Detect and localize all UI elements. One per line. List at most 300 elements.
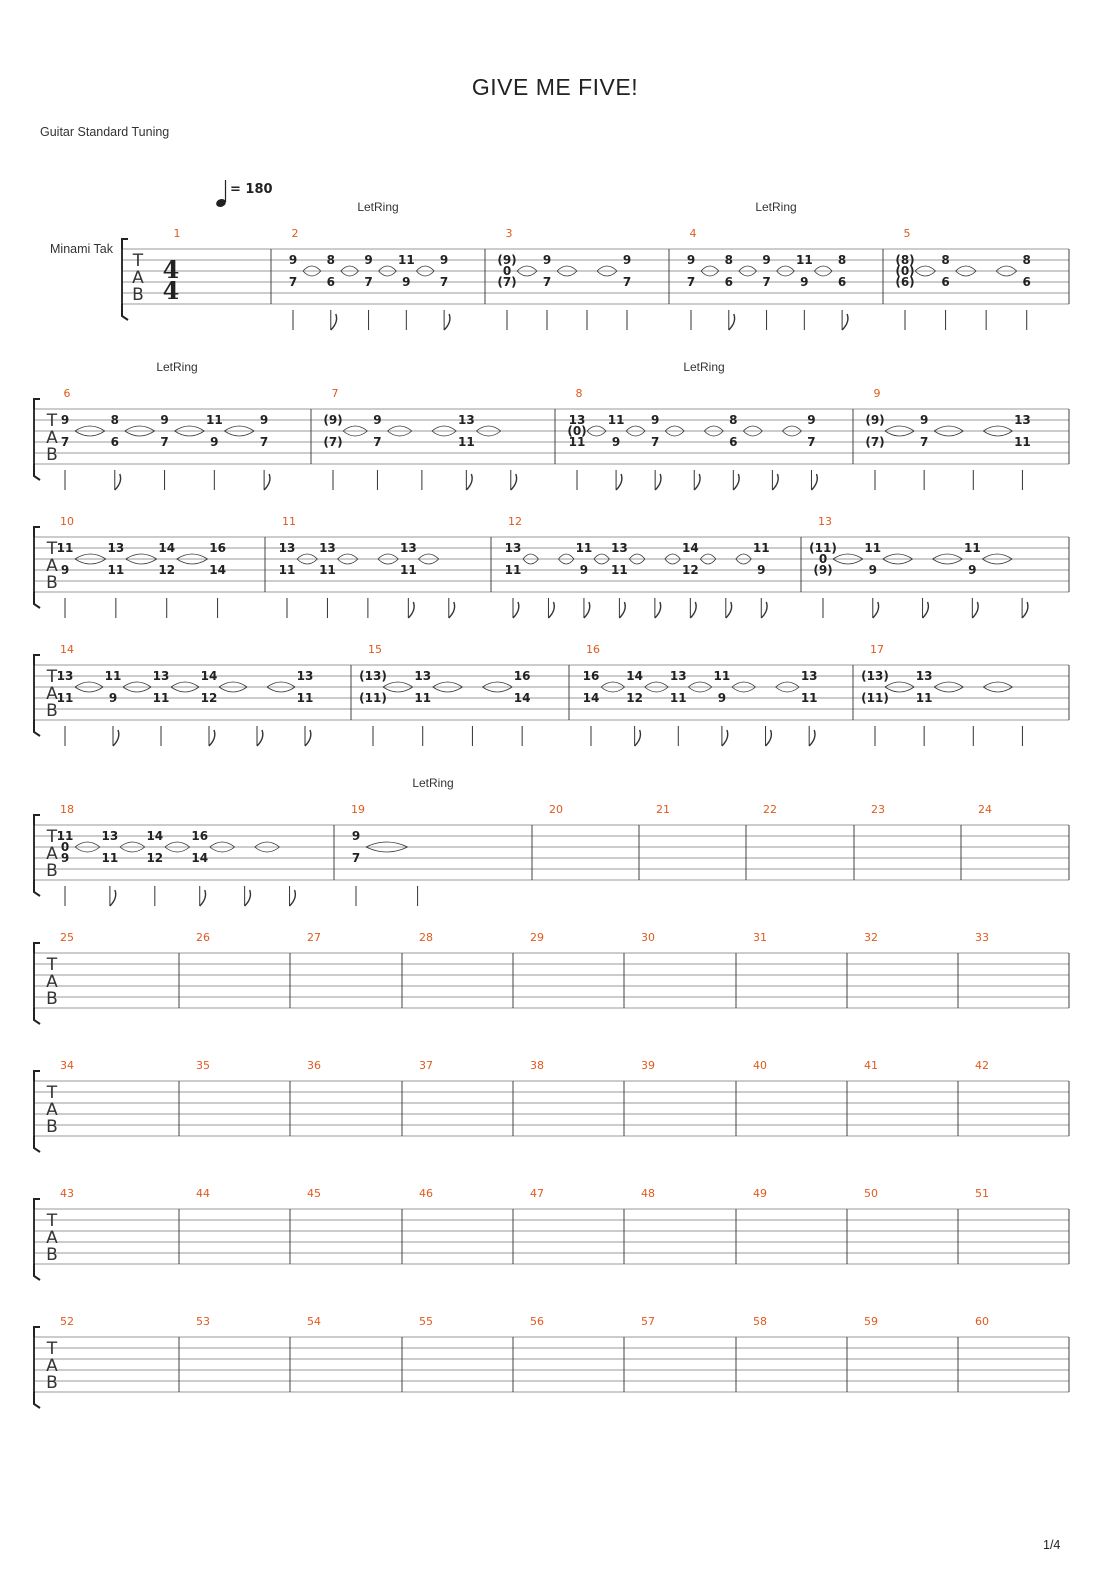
tab-letter: T xyxy=(46,667,58,687)
fret-number-string-2: 13 xyxy=(107,541,125,555)
tab-letter: T xyxy=(46,955,58,975)
tie-curve xyxy=(255,847,280,852)
measure-number: 1 xyxy=(173,227,181,240)
tab-letter: T xyxy=(46,827,58,847)
tie-curve xyxy=(700,559,715,564)
tie-curve xyxy=(75,431,105,436)
tie-curve xyxy=(934,426,963,431)
eighth-flag xyxy=(873,602,879,618)
fret-number-string-4: (7) xyxy=(323,435,343,449)
fret-number-string-4: 7 xyxy=(762,275,771,289)
eighth-flag xyxy=(444,314,450,330)
fret-number-string-4: 9 xyxy=(402,275,411,289)
fret-number-string-2: 13 xyxy=(611,541,628,555)
fret-number-string-4: 12 xyxy=(158,563,176,577)
fret-number-string-2: 13 xyxy=(319,541,336,555)
eighth-flag xyxy=(245,890,251,906)
tie-curve xyxy=(165,842,190,847)
fret-number-string-2: 9 xyxy=(364,253,373,267)
fret-number-string-4: 6 xyxy=(110,435,119,449)
fret-number-string-4: 7 xyxy=(364,275,373,289)
song-title: GIVE ME FIVE! xyxy=(471,74,639,100)
tie-curve xyxy=(171,687,199,692)
eighth-flag xyxy=(305,730,311,746)
fret-number-string-4: 9 xyxy=(60,851,70,865)
fret-number-string-2: 13 xyxy=(800,669,818,683)
tie-curve xyxy=(597,271,617,276)
tie-curve xyxy=(601,687,625,692)
tie-curve xyxy=(379,266,397,271)
fret-number-string-2: 9 xyxy=(373,413,382,427)
measure-number: 28 xyxy=(419,931,433,944)
measure-number: 52 xyxy=(60,1315,74,1328)
tie-curve xyxy=(175,426,205,431)
tie-curve xyxy=(934,687,963,692)
tie-curve xyxy=(366,847,408,852)
tie-curve xyxy=(814,266,832,271)
fret-number-string-4: 11 xyxy=(278,563,296,577)
let-ring-label: LetRing xyxy=(755,200,797,214)
measure-number: 24 xyxy=(978,803,992,816)
fret-number-string-4: 7 xyxy=(622,275,632,289)
measure-number: 9 xyxy=(873,387,881,400)
eighth-flag xyxy=(584,602,590,618)
tie-curve xyxy=(177,559,208,564)
fret-number-string-2: 8 xyxy=(1022,253,1031,267)
tie-curve xyxy=(777,266,795,271)
measure-number: 57 xyxy=(641,1315,655,1328)
staff-brace xyxy=(34,1327,40,1408)
tab-letter: B xyxy=(132,285,144,305)
fret-number-string-2: 13 xyxy=(457,413,475,427)
fret-number-string-4: 11 xyxy=(399,563,417,577)
tie-curve xyxy=(883,559,913,564)
tie-curve xyxy=(601,682,625,687)
fret-number-string-2: 8 xyxy=(326,253,335,267)
fret-number-string-4: 6 xyxy=(837,275,847,289)
eighth-flag xyxy=(811,474,817,490)
fret-number-string-2: 13 xyxy=(56,669,74,683)
tie-curve xyxy=(383,687,413,692)
measure-number: 51 xyxy=(975,1187,989,1200)
tie-curve xyxy=(378,554,398,559)
measure-number: 10 xyxy=(60,515,74,528)
tie-curve xyxy=(629,554,644,559)
eighth-flag xyxy=(729,314,735,330)
staff-brace xyxy=(122,239,128,320)
measure-number: 13 xyxy=(818,515,832,528)
measure-number: 55 xyxy=(419,1315,433,1328)
eighth-flag xyxy=(772,474,778,490)
tie-curve xyxy=(341,266,359,271)
fret-number-string-2: 9 xyxy=(439,253,449,267)
page-number: 1/4 xyxy=(1043,1538,1061,1552)
staff-brace xyxy=(34,1199,40,1280)
fret-number-string-2: 11 xyxy=(864,541,882,555)
tie-curve xyxy=(558,554,573,559)
measure-number: 53 xyxy=(196,1315,210,1328)
eighth-flag xyxy=(511,474,517,490)
fret-number-string-4: 12 xyxy=(200,691,218,705)
tab-letter: A xyxy=(132,268,144,288)
tie-curve xyxy=(418,559,438,564)
fret-number-string-2: 8 xyxy=(837,253,847,267)
measure-number: 33 xyxy=(975,931,989,944)
measure-number: 44 xyxy=(196,1187,210,1200)
tie-curve xyxy=(700,554,715,559)
tab-letter: B xyxy=(46,701,58,721)
fret-number-string-4: 11 xyxy=(568,435,586,449)
tie-curve xyxy=(433,682,463,687)
tie-curve xyxy=(983,687,1012,692)
measure-number: 31 xyxy=(753,931,767,944)
eighth-flag xyxy=(200,890,206,906)
tie-curve xyxy=(885,687,914,692)
fret-number-string-2: 13 xyxy=(296,669,314,683)
tie-curve xyxy=(177,554,208,559)
eighth-flag xyxy=(733,474,739,490)
measure-number: 32 xyxy=(864,931,878,944)
fret-number-string-2: 8 xyxy=(724,253,733,267)
measure-number: 4 xyxy=(689,227,697,240)
measure-number: 18 xyxy=(60,803,74,816)
eighth-flag xyxy=(694,474,700,490)
let-ring-label: LetRing xyxy=(156,360,198,374)
eighth-flag xyxy=(761,602,767,618)
eighth-flag xyxy=(1022,602,1028,618)
fret-number-string-2: 11 xyxy=(56,829,74,843)
fret-number-string-4: (6) xyxy=(895,275,915,289)
fret-number-string-4: 7 xyxy=(160,435,169,449)
tab-letter: T xyxy=(46,539,58,559)
tie-curve xyxy=(776,687,800,692)
tie-curve xyxy=(125,431,155,436)
tab-letter: T xyxy=(46,1083,58,1103)
fret-number-string-2: 14 xyxy=(200,669,218,683)
let-ring-label: LetRing xyxy=(683,360,725,374)
staff-brace xyxy=(34,527,40,608)
tie-curve xyxy=(416,266,434,271)
tie-curve xyxy=(597,266,617,271)
fret-number-string-3: 0 xyxy=(818,552,828,566)
tie-curve xyxy=(337,554,357,559)
tie-curve xyxy=(777,271,795,276)
tie-curve xyxy=(517,271,537,276)
fret-number-string-4: 12 xyxy=(146,851,164,865)
tie-curve xyxy=(476,426,500,431)
tie-curve xyxy=(983,426,1012,431)
tie-curve xyxy=(736,554,751,559)
fret-number-string-4: 9 xyxy=(60,563,70,577)
staff-brace xyxy=(34,655,40,736)
measure-number: 29 xyxy=(530,931,544,944)
fret-number-string-2: 8 xyxy=(110,413,119,427)
fret-number-string-2: (11) xyxy=(809,541,837,555)
tie-curve xyxy=(557,266,577,271)
fret-number-string-2: 9 xyxy=(351,829,361,843)
tie-curve xyxy=(476,431,500,436)
tie-curve xyxy=(885,431,914,436)
tie-curve xyxy=(255,842,280,847)
tie-curve xyxy=(432,431,456,436)
fret-number-string-4: 9 xyxy=(108,691,118,705)
eighth-flag xyxy=(115,474,121,490)
fret-number-string-2: (8) xyxy=(895,253,915,267)
tie-curve xyxy=(343,431,367,436)
tie-curve xyxy=(814,271,832,276)
measure-number: 20 xyxy=(549,803,563,816)
fret-number-string-3: 0 xyxy=(60,840,70,854)
eighth-flag xyxy=(923,602,929,618)
tie-curve xyxy=(418,554,438,559)
staff-brace xyxy=(34,1071,40,1152)
measure-number: 38 xyxy=(530,1059,544,1072)
fret-number-string-2: 9 xyxy=(919,413,929,427)
tie-curve xyxy=(933,554,963,559)
tie-curve xyxy=(739,271,757,276)
fret-number-string-4: 11 xyxy=(915,691,933,705)
eighth-flag xyxy=(722,730,728,746)
fret-number-string-4: 12 xyxy=(626,691,643,705)
fret-number-string-4: 6 xyxy=(941,275,950,289)
tie-curve xyxy=(416,271,434,276)
fret-number-string-4: 11 xyxy=(1014,435,1031,449)
fret-number-string-4: (11) xyxy=(359,691,387,705)
tab-letter: A xyxy=(46,972,58,992)
fret-number-string-4: 9 xyxy=(757,563,766,577)
tie-curve xyxy=(665,559,680,564)
tab-letter: T xyxy=(46,1339,58,1359)
fret-number-string-4: (7) xyxy=(865,435,885,449)
fret-number-string-2: 16 xyxy=(209,541,226,555)
measure-number: 58 xyxy=(753,1315,767,1328)
tie-curve xyxy=(645,682,669,687)
measure-number: 43 xyxy=(60,1187,74,1200)
fret-number-string-4: 9 xyxy=(968,563,977,577)
fret-number-string-2: 9 xyxy=(686,253,696,267)
fret-number-string-4: 11 xyxy=(56,691,74,705)
measure-number: 7 xyxy=(331,387,339,400)
measure-number: 12 xyxy=(508,515,522,528)
tab-letter: B xyxy=(46,989,58,1009)
measure-number: 41 xyxy=(864,1059,878,1072)
fret-number-string-4: 12 xyxy=(681,563,699,577)
eighth-flag xyxy=(972,602,978,618)
tab-letter: B xyxy=(46,445,58,465)
eighth-flag xyxy=(548,602,554,618)
tie-curve xyxy=(732,682,756,687)
eighth-flag xyxy=(619,602,625,618)
fret-number-string-2: 11 xyxy=(713,669,731,683)
tie-curve xyxy=(704,426,723,431)
fret-number-string-4: 7 xyxy=(807,435,816,449)
eighth-flag xyxy=(209,730,215,746)
tie-curve xyxy=(75,847,100,852)
measure-number: 19 xyxy=(351,803,365,816)
fret-number-string-4: 11 xyxy=(101,851,119,865)
fret-number-string-4: 14 xyxy=(582,691,600,705)
tab-letter: B xyxy=(46,1245,58,1265)
fret-number-string-4: 7 xyxy=(686,275,696,289)
eighth-flag xyxy=(257,730,263,746)
tie-curve xyxy=(956,266,977,271)
tie-curve xyxy=(883,554,913,559)
measure-number: 35 xyxy=(196,1059,210,1072)
measure-number: 42 xyxy=(975,1059,989,1072)
tab-letter: A xyxy=(46,684,58,704)
tie-curve xyxy=(337,559,357,564)
measure-number: 36 xyxy=(307,1059,321,1072)
measure-number: 48 xyxy=(641,1187,655,1200)
tie-curve xyxy=(219,682,247,687)
fret-number-string-4: 11 xyxy=(800,691,818,705)
measure-number: 40 xyxy=(753,1059,767,1072)
fret-number-string-2: 14 xyxy=(626,669,643,683)
tab-letter: T xyxy=(132,251,144,271)
fret-number-string-2: (13) xyxy=(359,669,387,683)
fret-number-string-2: 11 xyxy=(56,541,74,555)
tie-curve xyxy=(665,554,680,559)
fret-number-string-2: 11 xyxy=(397,253,415,267)
eighth-flag xyxy=(726,602,732,618)
tie-curve xyxy=(267,682,295,687)
fret-number-string-4: 9 xyxy=(717,691,727,705)
fret-number-string-2: 13 xyxy=(414,669,432,683)
tie-curve xyxy=(210,847,235,852)
tie-curve xyxy=(482,687,512,692)
eighth-flag xyxy=(290,890,296,906)
measure-number: 23 xyxy=(871,803,885,816)
tie-curve xyxy=(956,271,977,276)
tie-curve xyxy=(303,271,321,276)
measure-number: 50 xyxy=(864,1187,878,1200)
fret-number-string-2: 9 xyxy=(160,413,169,427)
eighth-flag xyxy=(110,890,116,906)
tie-curve xyxy=(587,431,606,436)
measure-number: 16 xyxy=(586,643,600,656)
fret-number-string-4: 6 xyxy=(326,275,335,289)
fret-number-string-4: 7 xyxy=(60,435,70,449)
measure-number: 54 xyxy=(307,1315,321,1328)
fret-number-string-4: 11 xyxy=(611,563,628,577)
fret-number-string-2: 9 xyxy=(60,413,70,427)
eighth-flag xyxy=(264,474,270,490)
tie-curve xyxy=(224,426,254,431)
tie-curve xyxy=(665,431,684,436)
fret-number-string-2: 13 xyxy=(568,413,586,427)
tie-curve xyxy=(996,271,1017,276)
fret-number-string-2: 11 xyxy=(205,413,223,427)
tie-curve xyxy=(933,559,963,564)
fret-number-string-4: (9) xyxy=(813,563,833,577)
measure-number: 22 xyxy=(763,803,777,816)
tie-curve xyxy=(626,426,645,431)
measure-number: 49 xyxy=(753,1187,767,1200)
eighth-flag xyxy=(809,730,815,746)
fret-number-string-4: 11 xyxy=(457,435,475,449)
tie-curve xyxy=(915,271,936,276)
measure-number: 21 xyxy=(656,803,670,816)
tie-curve xyxy=(523,554,538,559)
fret-number-string-4: 9 xyxy=(800,275,809,289)
tie-curve xyxy=(387,431,411,436)
fret-number-string-2: 11 xyxy=(607,413,625,427)
measure-number: 17 xyxy=(870,643,884,656)
tie-curve xyxy=(934,431,963,436)
tie-curve xyxy=(303,266,321,271)
tie-curve xyxy=(75,682,103,687)
tuning-label: Guitar Standard Tuning xyxy=(40,125,170,139)
tie-curve xyxy=(776,682,800,687)
staff-brace xyxy=(34,943,40,1024)
eighth-flag xyxy=(449,602,455,618)
measure-number: 30 xyxy=(641,931,655,944)
fret-number-string-2: 9 xyxy=(807,413,816,427)
tab-letter: A xyxy=(46,844,58,864)
tie-curve xyxy=(833,554,863,559)
track-name-label: Minami Tak xyxy=(50,242,113,256)
fret-number-string-4: 11 xyxy=(107,563,125,577)
fret-number-string-2: 16 xyxy=(582,669,600,683)
fret-number-string-2: 13 xyxy=(504,541,522,555)
tab-letter: B xyxy=(46,861,58,881)
fret-number-string-2: 14 xyxy=(158,541,176,555)
fret-number-string-2: 13 xyxy=(278,541,296,555)
tie-curve xyxy=(983,682,1012,687)
tie-curve xyxy=(587,426,606,431)
tie-curve xyxy=(701,271,719,276)
tie-curve xyxy=(171,682,199,687)
fret-number-string-4: 7 xyxy=(259,435,269,449)
tie-curve xyxy=(833,559,863,564)
fret-number-string-4: 7 xyxy=(919,435,929,449)
tab-letter: B xyxy=(46,1373,58,1393)
tab-letter: A xyxy=(46,1100,58,1120)
measure-number: 37 xyxy=(419,1059,433,1072)
tie-curve xyxy=(629,559,644,564)
fret-number-string-2: 16 xyxy=(513,669,531,683)
measure-number: 11 xyxy=(282,515,296,528)
measure-number: 26 xyxy=(196,931,210,944)
fret-number-string-3: 0 xyxy=(502,264,512,278)
fret-number-string-2: 11 xyxy=(575,541,593,555)
fret-number-string-4: 11 xyxy=(319,563,336,577)
tie-curve xyxy=(219,687,247,692)
tie-curve xyxy=(75,559,106,564)
fret-number-string-2: 8 xyxy=(729,413,738,427)
eighth-flag xyxy=(766,730,772,746)
tie-curve xyxy=(343,426,367,431)
eighth-flag xyxy=(690,602,696,618)
measure-number: 39 xyxy=(641,1059,655,1072)
tie-curve xyxy=(732,687,756,692)
fret-number-string-4: 7 xyxy=(650,435,660,449)
measure-number: 56 xyxy=(530,1315,544,1328)
measure-number: 47 xyxy=(530,1187,544,1200)
fret-number-string-2: (9) xyxy=(865,413,885,427)
tie-curve xyxy=(378,559,398,564)
measure-number: 34 xyxy=(60,1059,74,1072)
tie-curve xyxy=(996,266,1017,271)
fret-number-string-4: 9 xyxy=(611,435,621,449)
let-ring-label: LetRing xyxy=(357,200,399,214)
tie-curve xyxy=(743,431,762,436)
tie-curve xyxy=(739,266,757,271)
fret-number-string-2: 9 xyxy=(542,253,552,267)
eighth-flag xyxy=(408,602,414,618)
fret-number-string-2: 16 xyxy=(191,829,209,843)
measure-number: 59 xyxy=(864,1315,878,1328)
